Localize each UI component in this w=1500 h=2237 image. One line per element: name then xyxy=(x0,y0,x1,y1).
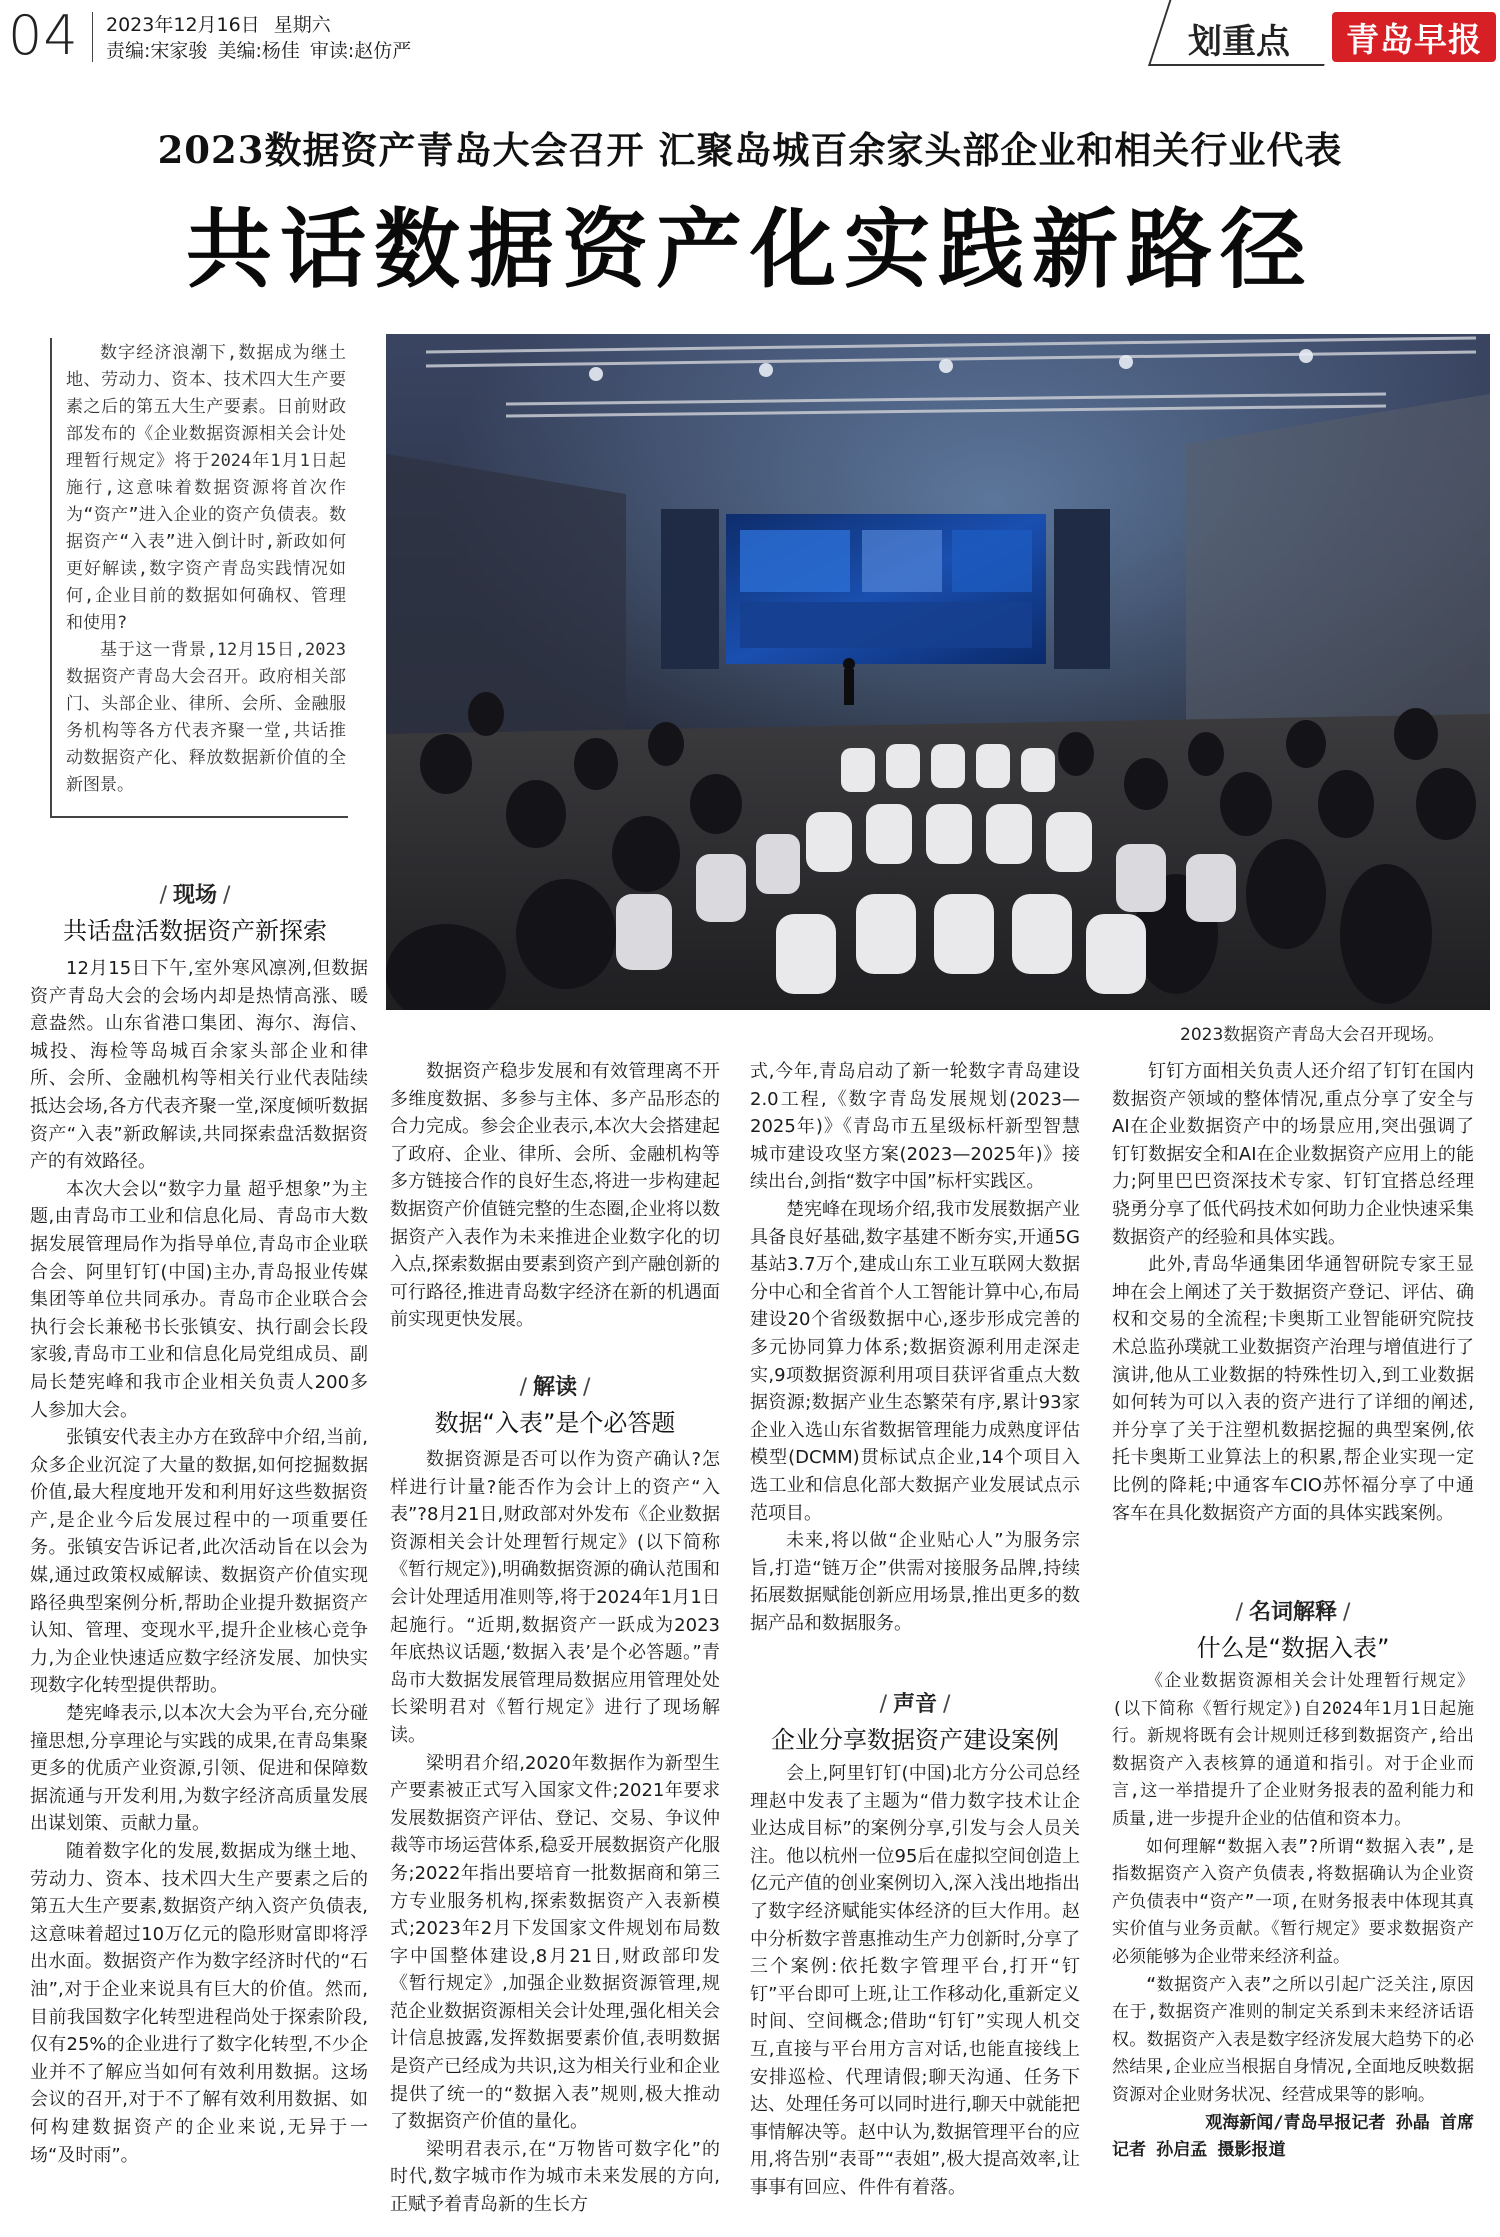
body-paragraph: 此外,青岛华通集团华通智研院专家王显坤在会上阐述了关于数据资产登记、评估、确权和交易的全流程;卡奥斯工业智能研究院技术总监孙璞就工业数据资产治理与增值进行了演讲,他从工业数据的特殊性切入,到工业数据如何转为可以入表的资产进行了详细的阐述,并分享了关于注塑机数据挖掘的典型案例,依托卡奥斯工业算法上的积累,帮企业实现一定比例的降耗;中通客车CIO苏怀福分享了中通客车在具化数据资产方面的具体实践案例。 xyxy=(1112,1254,1474,1524)
body-paragraph: 楚宪峰表示,以本次大会为平台,充分碰撞思想,分享理论与实践的成果,在青岛集聚更多的优质产业资源,引领、促进和保障数据流通与开发利用,为数字经济高质量发展出谋划策、贡献力量。 xyxy=(30,1703,368,1835)
body-paragraph: 楚宪峰在现场介绍,我市发展数据产业具备良好基础,数字基建不断夯实,开通5G基站3.7万个,建成山东工业互联网大数据分中心和全省首个人工智能计算中心,布局建设20个省级数据中心,逐步形成完善的多元协同算力体系;数据资源利用走深走实,9项数据资源利用项目获评省重点大数据资源;数据产业生态繁荣有序,累计93家企业入选山东省数据管理能力成熟度评估模型(DCMM)贯标试点企业,14个项目入选工业和信息化部大数据产业发展试点示范项目。 xyxy=(750,1198,1080,1524)
issue-weekday: 星期六 xyxy=(273,14,331,36)
designer-credit: 美编:杨佳 xyxy=(217,40,300,62)
body-paragraph: 式,今年,青岛启动了新一轮数字青岛建设2.0工程,《数字青岛发展规划(2023—2025年)》《青岛市五星级标杆新型智慧城市建设攻坚方案(2023—2025年)》接续出台,剑指“数字中国”标杆实践区。 xyxy=(750,1061,1080,1193)
header-dateline xyxy=(106,10,345,37)
section-title: 数据“入表”是个必答题 xyxy=(434,1409,676,1437)
column-4-top xyxy=(1112,1058,1474,1527)
newspaper-logo: 青岛早报 xyxy=(1332,12,1496,62)
section-head-glossary xyxy=(1112,1595,1474,1663)
lead-paragraph: 数字经济浪潮下,数据成为继土地、劳动力、资本、技术四大生产要素之后的第五大生产要素。日前财政部发布的《企业数据资源相关会计处理暂行规定》将于2024年1月1日起施行,这意味着数据资源将首次作为“资产”进入企业的资产负债表。数据资产“入表”进入倒计时,新政如何更好解读,数字资产青岛实践情况如何,企业目前的数据如何确权、管理和使用? xyxy=(66,343,346,633)
section-label: 划重点 xyxy=(1188,22,1290,62)
column-3 xyxy=(750,1760,1080,2202)
header-credits xyxy=(106,36,415,63)
section-title: 什么是“数据入表” xyxy=(1196,1634,1390,1662)
issue-date: 2023年12月16日 xyxy=(106,14,260,36)
section-kicker: / 解读 / xyxy=(519,1375,591,1400)
body-paragraph: 《企业数据资源相关会计处理暂行规定》(以下简称《暂行规定》)自2024年1月1日起施行。新规将既有会计规则迁移到数据资产,给出数据资产入表核算的通道和指引。对于企业而言,这一举措提升了企业财务报表的盈利能力和质量,进一步提升企业的估值和资本力。 xyxy=(1112,1671,1474,1829)
conference-photo xyxy=(386,334,1490,1010)
section-title: 共话盘活数据资产新探索 xyxy=(63,917,327,945)
section-kicker: / 现场 / xyxy=(159,883,231,908)
column-2 xyxy=(390,1446,720,2219)
article-lead xyxy=(66,340,346,799)
body-paragraph: 数据资源是否可以作为资产确认?怎样进行计量?能否作为会计上的资产“入表”?8月21日,财政部对外发布《企业数据资源相关会计处理暂行规定》(以下简称《暂行规定》),明确数据资源的确认范围和会计处理适用准则等,将于2024年1月1日起施行。“近期,数据资产一跃成为2023年底热议话题,‘数据入表’是个必答题。”青岛市大数据发展管理局数据应用管理处处长梁明君对《暂行规定》进行了现场解读。 xyxy=(390,1449,720,1746)
body-paragraph: 随着数字化的发展,数据成为继土地、劳动力、资本、技术四大生产要素之后的第五大生产要素,数据资产纳入资产负债表,这意味着超过10万亿元的隐形财富即将浮出水面。数据资产作为数字经济时代的“石油”,对于企业来说具有巨大的价值。然而,目前我国数字化转型进程尚处于探索阶段,仅有25%的企业进行了数字化转型,不少企业并不了解应当如何有效利用数据。这场会议的召开,对于不了解有效利用数据、如何构建数据资产的企业来说,无异于一场“及时雨”。 xyxy=(30,1841,368,2166)
body-paragraph: 梁明君介绍,2020年数据作为新型生产要素被正式写入国家文件;2021年要求发展数据资产评估、登记、交易、争议仲裁等市场运营体系,稳妥开展数据资产化服务;2022年指出要培育一批数据商和第三方专业服务机构,探索数据资产入表新模式;2023年2月下发国家文件规划布局数字中国整体建设,8月21日,财政部印发《暂行规定》,加强企业数据资源管理,规范企业数据资源相关会计处理,强化相关会计信息披露,发挥数据要素价值,表明数据是资产已经成为共识,这为相关行业和企业提供了统一的“数据入表”规则,极大推动了数据资产价值的量化。 xyxy=(390,1752,720,2133)
column-3-top xyxy=(750,1058,1080,1637)
header-divider xyxy=(92,12,93,62)
section-head-scene xyxy=(30,878,360,946)
article-subtitle: 2023数据资产青岛大会召开 汇聚岛城百余家头部企业和相关行业代表 xyxy=(157,128,1343,172)
section-kicker: / 声音 / xyxy=(879,1692,951,1717)
page-number: 04 xyxy=(8,4,79,67)
column-4 xyxy=(1112,1668,1474,2165)
body-paragraph: 钉钉方面相关负责人还介绍了钉钉在国内数据资产领域的整体情况,重点分享了安全与AI在企业数据资产中的场景应用,突出强调了钉钉数据安全和AI在企业数据资产应用上的能力;阿里巴巴资深技术专家、钉钉宜搭总经理骁勇分享了低代码技术如何助力企业快速采集数据资产的经验和具体实践。 xyxy=(1112,1061,1474,1248)
byline-line-2: 记者 孙启孟 摄影报道 xyxy=(1112,2140,1286,2161)
body-paragraph: 数据资产稳步发展和有效管理离不开多维度数据、多参与主体、多产品形态的合力完成。参会企业表示,本次大会搭建起了政府、企业、律所、会所、金融机构等多方链接合作的良好生态,将进一步构建起数据资产价值链完整的生态圈,企业将以数据资产入表作为未来推进企业数字化的切入点,探索数据由要素到资产到产融创新的可行路径,推进青岛数字经济在新的机遇面前实现更快发展。 xyxy=(390,1061,720,1331)
body-paragraph: 张镇安代表主办方在致辞中介绍,当前,众多企业沉淀了大量的数据,如何挖掘数据价值,最大程度地开发和利用好这些数据资产,是企业今后发展过程中的一项重要任务。张镇安告诉记者,此次活动旨在以会为媒,通过政策权威解读、数据资产价值实现路径典型案例分析,帮助企业提升数据资产认知、管理、变现水平,提升企业核心竞争力,为企业快速适应数字经济发展、加快实现数字化转型提供帮助。 xyxy=(30,1427,368,1697)
body-paragraph: “数据资产入表”之所以引起广泛关注,原因在于,数据资产准则的制定关系到未来经济话语权。数据资产入表是数字经济发展大趋势下的必然结果,企业应当根据自身情况,全面地反映数据资源对企业财务状况、经营成果等的影响。 xyxy=(1112,1974,1474,2105)
column-1 xyxy=(30,955,368,2169)
body-paragraph: 未来,将以做“企业贴心人”为服务宗旨,打造“链万企”供需对接服务品牌,持续拓展数据赋能创新应用场景,推出更多的数据产品和数据服务。 xyxy=(750,1530,1080,1634)
section-head-voice xyxy=(750,1687,1080,1755)
section-title: 企业分享数据资产建设案例 xyxy=(771,1726,1059,1754)
photo-caption: 2023数据资产青岛大会召开现场。 xyxy=(1180,1025,1445,1045)
lead-paragraph: 基于这一背景,12月15日,2023数据资产青岛大会召开。政府相关部门、头部企业、律所、会所、金融服务机构等各方代表齐聚一堂,共话推动数据资产化、释放数据新价值的全新图景。 xyxy=(66,640,346,795)
body-paragraph: 本次大会以“数字力量 超乎想象”为主题,由青岛市工业和信息化局、青岛市大数据发展管理局作为指导单位,青岛市企业联合会、阿里钉钉(中国)主办,青岛报业传媒集团等单位共同承办。青岛市企业联合会执行会长兼秘书长张镇安、执行副会长段家骏,青岛市工业和信息化局党组成员、副局长楚宪峰和我市企业相关负责人200多人参加大会。 xyxy=(30,1178,368,1421)
body-paragraph: 梁明君表示,在“万物皆可数字化”的时代,数字城市作为城市未来发展的方向,正赋予着青岛新的生长方 xyxy=(390,2138,720,2216)
section-kicker: / 名词解释 / xyxy=(1235,1600,1351,1625)
editor-credit: 责编:宋家骏 xyxy=(106,40,208,62)
column-2-top xyxy=(390,1058,720,1334)
body-paragraph: 12月15日下午,室外寒风凛冽,但数据资产青岛大会的会场内却是热情高涨、暖意盎然。山东省港口集团、海尔、海信、城投、海检等岛城百余家头部企业和律所、会所、金融机构等相关行业代表陆续抵达会场,各方代表齐聚一堂,深度倾听数据资产“入表”新政解读,共同探索盘活数据资产的有效路径。 xyxy=(30,958,368,1173)
reviewer-credit: 审读:赵仿严 xyxy=(309,40,412,62)
article-title: 共话数据资产化实践新路径 xyxy=(186,200,1314,300)
body-paragraph: 会上,阿里钉钉(中国)北方分公司总经理赵中发表了主题为“借力数字技术让企业达成目标”的案例分享,引发与会人员关注。他以杭州一位95后在虚拟空间创造上亿元产值的创业案例切入,深入浅出地指出了数字经济赋能实体经济的巨大作用。赵中分析数字普惠推动生产力创新时,分享了三个案例:依托数字管理平台,打开“钉钉”平台即可上班,让工作移动化,重新定义时间、空间概念;借助“钉钉”实现人机交互,直接与平台用方言对话,也能直接线上安排巡检、代理请假;聊天沟通、任务下达、处理任务可以同时进行,聊天中就能把事情解决等。赵中认为,数据管理平台的应用,将告别“表哥”“表姐”,极大提高效率,让事事有回应、件件有着落。 xyxy=(750,1763,1080,2198)
body-paragraph: 如何理解“数据入表”?所谓“数据入表”,是指数据资产入资产负债表,将数据确认为企业资产负债表中“资产”一项,在财务报表中体现其真实价值与业务贡献。《暂行规定》要求数据资产必须能够为企业带来经济利益。 xyxy=(1112,1836,1474,1967)
byline-line-1: 观海新闻/青岛早报记者 孙晶 首席 xyxy=(1205,2112,1474,2133)
section-head-interpretation xyxy=(390,1370,720,1438)
